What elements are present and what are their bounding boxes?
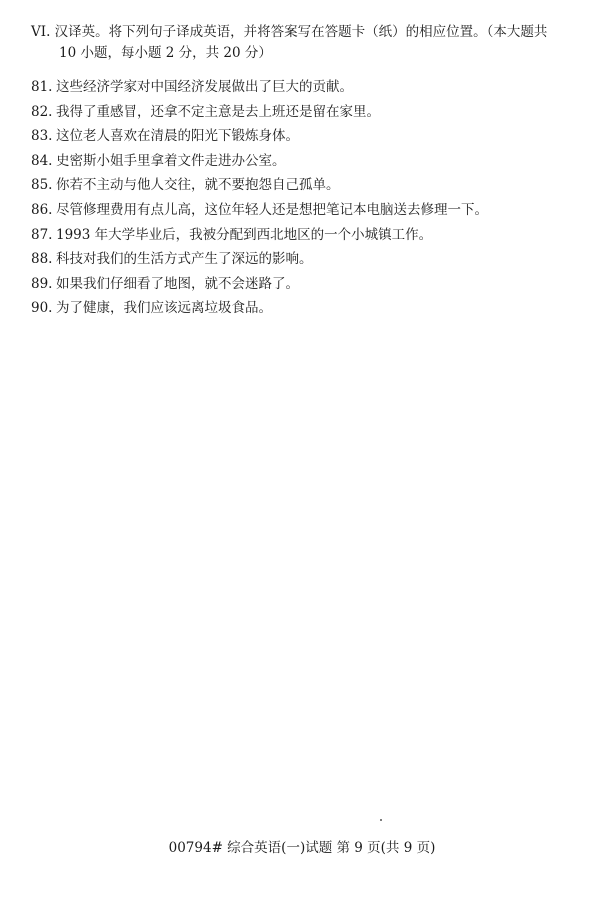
question-text: 这位老人喜欢在清晨的阳光下锻炼身体。 [56, 128, 299, 145]
question-number: 86. [31, 201, 53, 218]
question-text: 这些经济学家对中国经济发展做出了巨大的贡献。 [56, 79, 353, 95]
question-text: 史密斯小姐手里拿着文件走进办公室。 [56, 152, 286, 169]
question-number: 82. [31, 103, 53, 120]
question-item [31, 100, 579, 125]
question-item [31, 223, 579, 248]
question-text: 如果我们仔细看了地图，就不会迷路了。 [56, 275, 299, 292]
question-text: 你若不主动与他人交往，就不要抱怨自己孤单。 [56, 177, 340, 194]
question-number: 90. [31, 300, 53, 317]
question-number: 81. [31, 79, 53, 95]
question-item [31, 75, 579, 100]
question-number: 83. [31, 128, 53, 145]
section-instructions [31, 22, 579, 64]
question-text: 为了健康，我们应该远离垃圾食品。 [56, 300, 272, 317]
question-number: 89. [31, 275, 53, 292]
question-list [31, 75, 579, 321]
question-item [31, 247, 579, 272]
page-footer: 00794# 综合英语(一)试题 第 9 页(共 9 页) [168, 840, 436, 856]
question-number: 87. [31, 226, 53, 243]
section-instructions-line-1: VI. 汉译英。将下列句子译成英语，并将答案写在答题卡（纸）的相应位置。（本大题共 [31, 24, 548, 40]
question-item [31, 296, 579, 321]
question-number: 88. [31, 251, 53, 268]
question-number: 84. [31, 152, 53, 169]
scan-speck [380, 819, 382, 821]
question-item [31, 272, 579, 297]
question-text: 尽管修理费用有点儿高，这位年轻人还是想把笔记本电脑送去修理一下。 [56, 201, 488, 218]
section-instructions-line-2: 10 小题，每小题 2 分，共 20 分） [59, 45, 272, 61]
question-item [31, 198, 579, 223]
question-text: 1993 年大学毕业后，我被分配到西北地区的一个小城镇工作。 [56, 226, 433, 243]
question-text: 我得了重感冒，还拿不定主意是去上班还是留在家里。 [56, 103, 380, 120]
question-item [31, 149, 579, 174]
question-item [31, 173, 579, 198]
question-text: 科技对我们的生活方式产生了深远的影响。 [56, 251, 313, 268]
question-item [31, 124, 579, 149]
question-number: 85. [31, 177, 53, 194]
